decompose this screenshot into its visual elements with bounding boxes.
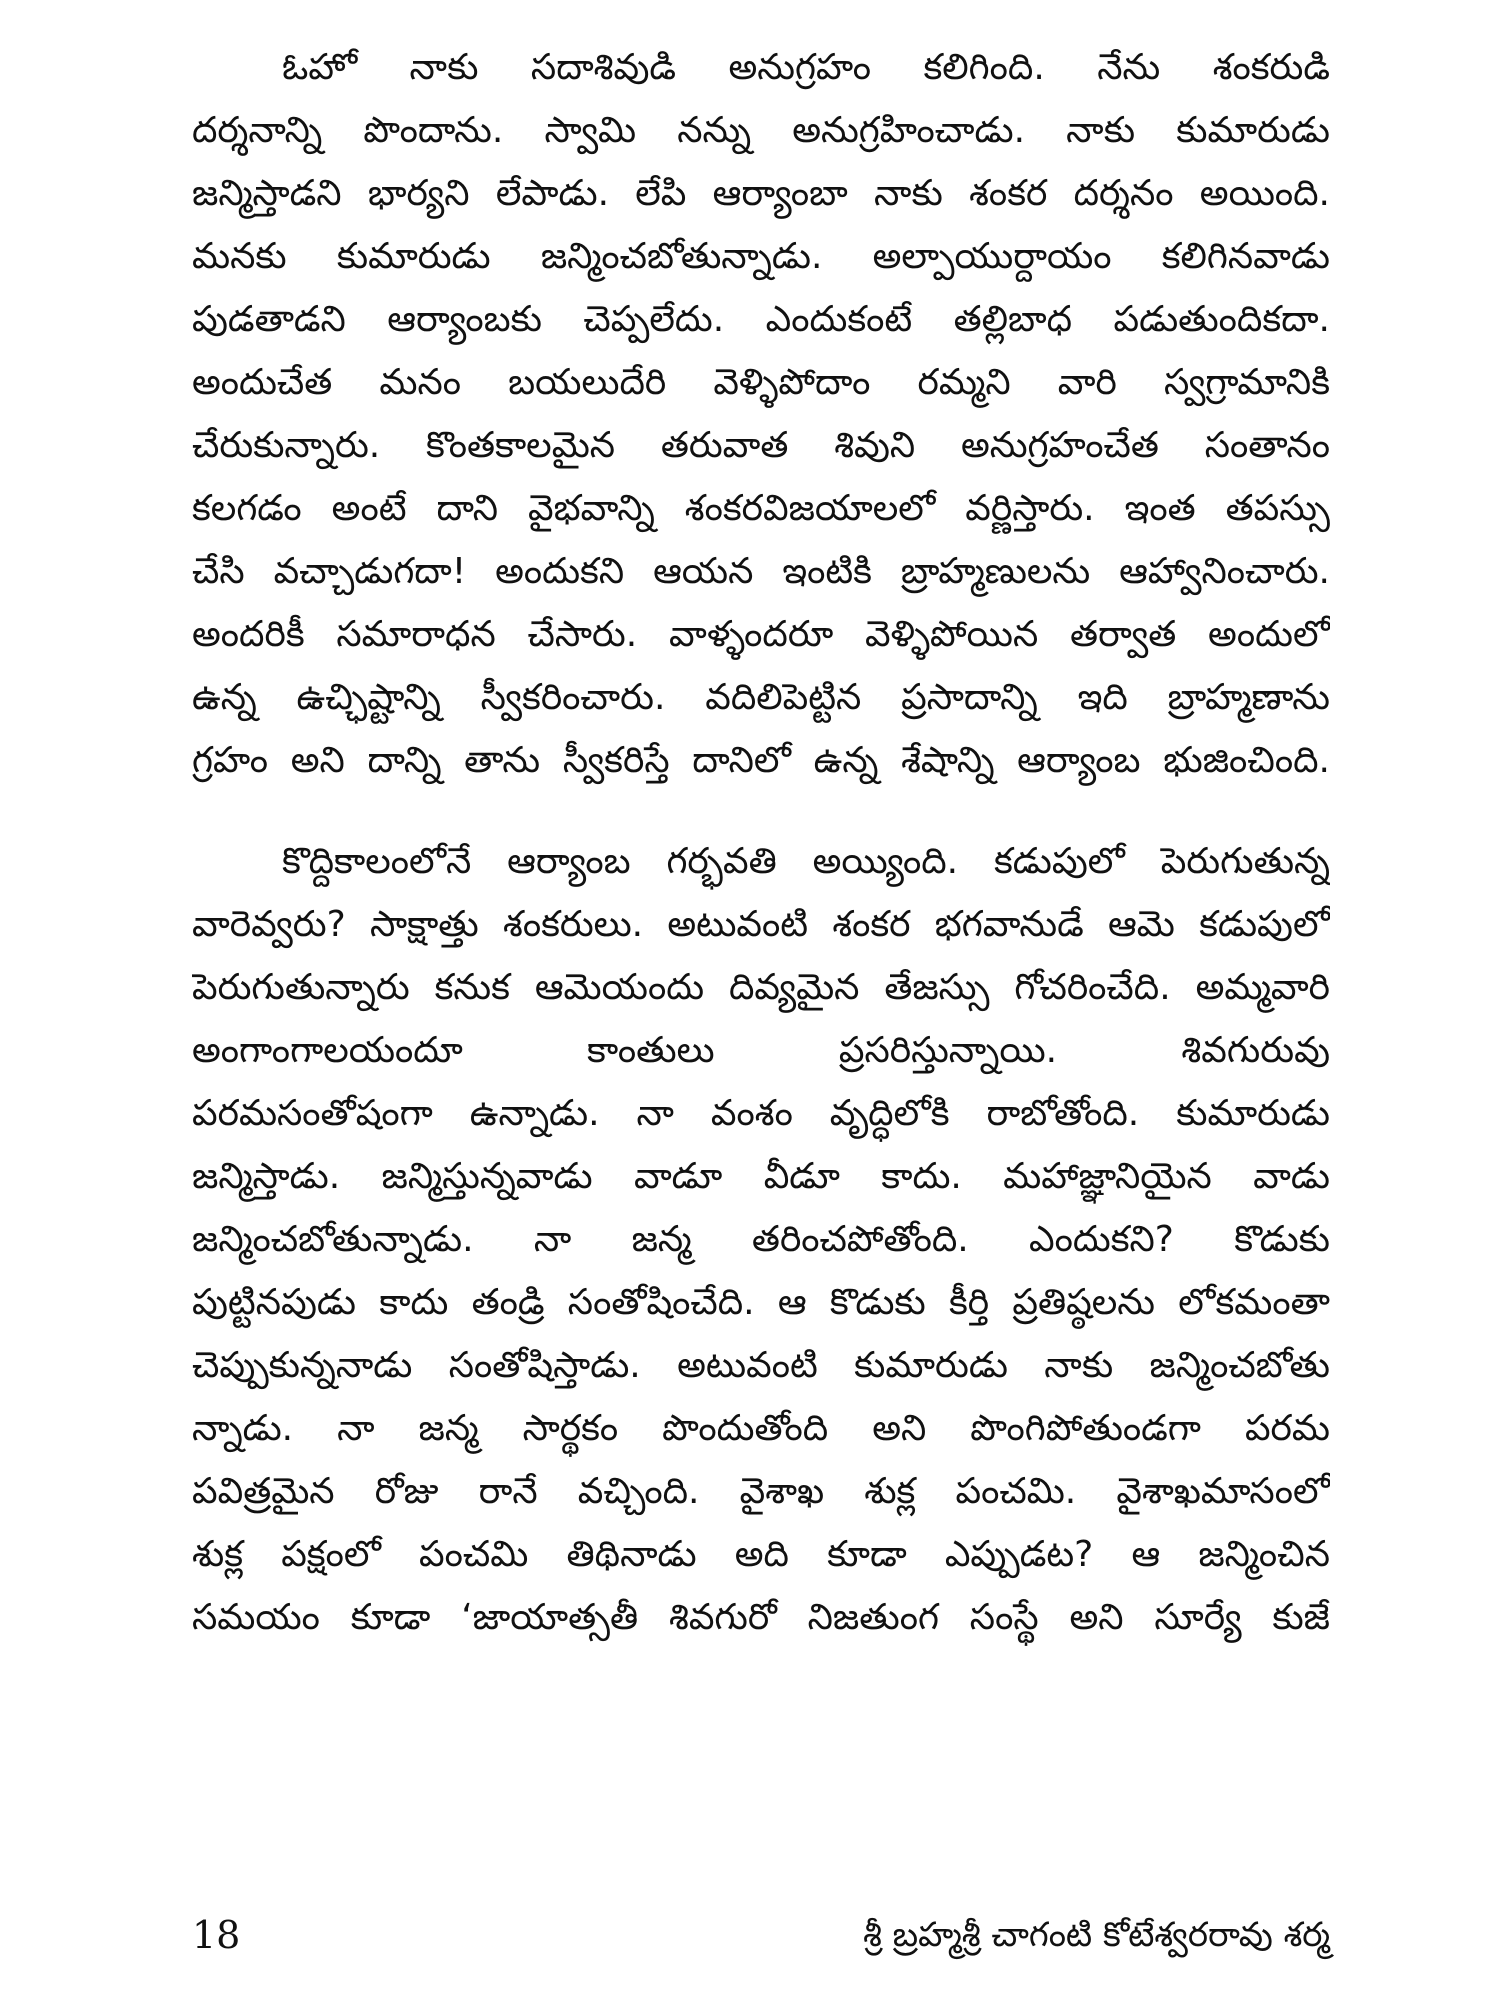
text-line: అందుచేత మనం బయలుదేరి వెళ్ళిపోదాం రమ్మని వారి స్వగ్రామానికి [192,362,1330,403]
page-number: 18 [192,1913,241,1957]
text-line: జన్మించబోతున్నాడు. నా జన్మ తరించపోతోంది. ఎందుకని? కొడుకు [192,1219,1330,1260]
paragraph-2 [192,830,1330,1649]
text-line: ఉన్న ఉచ్ఛిష్టాన్ని స్వీకరించారు. వదిలిపెట్టిన ప్రసాదాన్ని ఇది బ్రాహ్మణాను [192,677,1330,718]
text-line: అంగాంగాలయందూ కాంతులు ప్రసరిస్తున్నాయి. శివగురువు [192,1030,1330,1071]
text-line: పెరుగుతున్నారు కనుక ఆమెయందు దివ్యమైన తేజస్సు గోచరించేది. అమ్మవారి [192,967,1330,1008]
page-footer [192,1910,1330,1960]
text-line: కొద్దికాలంలోనే ఆర్యాంబ గర్భవతి అయ్యింది. కడుపులో పెరుగుతున్న [282,841,1330,882]
text-line: చేసి వచ్చాడుగదా! అందుకని ఆయన ఇంటికి బ్రాహ్మణులను ఆహ్వానించారు. [192,551,1330,592]
text-line: శుక్ల పక్షంలో పంచమి తిథినాడు అది కూడా ఎప్పుడట? ఆ జన్మించిన [192,1534,1330,1575]
text-line: జన్మిస్తాడని భార్యని లేపాడు. లేపి ఆర్యాంబా నాకు శంకర దర్శనం అయింది. [192,173,1330,214]
text-line: పవిత్రమైన రోజు రానే వచ్చింది. వైశాఖ శుక్ల పంచమి. వైశాఖమాసంలో [192,1471,1330,1512]
text-line: సమయం కూడా ‘జాయాత్సతీ శివగురో నిజతుంగ సంస్థే అని సూర్యే కుజే [192,1597,1330,1638]
text-line: పుడతాడని ఆర్యాంబకు చెప్పలేదు. ఎందుకంటే తల్లిబాధ పడుతుందికదా. [192,299,1330,340]
text-line: పుట్టినపుడు కాదు తండ్రి సంతోషించేది. ఆ కొడుకు కీర్తి ప్రతిష్ఠలను లోకమంతా [192,1282,1330,1323]
text-line: పరమసంతోషంగా ఉన్నాడు. నా వంశం వృద్ధిలోకి రాబోతోంది. కుమారుడు [192,1093,1330,1134]
text-line: దర్శనాన్ని పొందాను. స్వామి నన్ను అనుగ్రహించాడు. నాకు కుమారుడు [192,110,1330,151]
text-line: కలగడం అంటే దాని వైభవాన్ని శంకరవిజయాలలో వర్ణిస్తారు. ఇంత తపస్సు [192,488,1330,529]
text-line: గ్రహం అని దాన్ని తాను స్వీకరిస్తే దానిలో ఉన్న శేషాన్ని ఆర్యాంబ భుజించింది. [192,740,1330,781]
text-line: న్నాడు. నా జన్మ సార్థకం పొందుతోంది అని పొంగిపోతుండగా పరమ [192,1408,1330,1449]
text-line: ఓహో నాకు సదాశివుడి అనుగ్రహం కలిగింది. నేను శంకరుడి [282,47,1330,88]
text-line: వారెవ్వరు? సాక్షాత్తు శంకరులు. అటువంటి శంకర భగవానుడే ఆమె కడుపులో [192,904,1330,945]
footer-author: శ్రీ బ్రహ్మశ్రీ చాగంటి కోటేశ్వరరావు శర్మ [863,1915,1330,1955]
text-line: మనకు కుమారుడు జన్మించబోతున్నాడు. అల్పాయుర్దాయం కలిగినవాడు [192,236,1330,277]
text-line: అందరికీ సమారాధన చేసారు. వాళ్ళందరూ వెళ్ళిపోయిన తర్వాత అందులో [192,614,1330,655]
text-line: జన్మిస్తాడు. జన్మిస్తున్నవాడు వాడూ వీడూ కాదు. మహాజ్ఞానియైన వాడు [192,1156,1330,1197]
text-line: చేరుకున్నారు. కొంతకాలమైన తరువాత శివుని అనుగ్రహంచేత సంతానం [192,425,1330,466]
paragraph-1 [192,36,1330,792]
text-line: చెప్పుకున్ననాడు సంతోషిస్తాడు. అటువంటి కుమారుడు నాకు జన్మించబోతు [192,1345,1330,1386]
